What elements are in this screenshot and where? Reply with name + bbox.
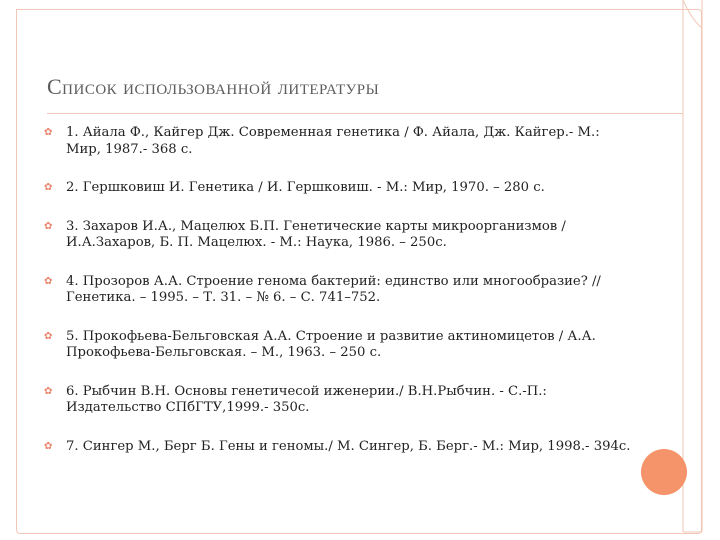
reference-text: 6. Рыбчин В.Н. Основы генетичесой иженерии./ В.Н.Рыбчин. - С.-П.: Издательство СПбГТУ,1999.- 350с. (66, 383, 547, 415)
list-item (44, 219, 634, 252)
bullet-icon: ✿ (44, 127, 53, 138)
reference-text: 7. Сингер М., Берг Б. Гены и геномы./ М. Сингер, Б. Берг.- М.: Мир, 1998.- 394с. (66, 438, 631, 454)
reference-text: 4. Прозоров А.А. Строение генома бактерий: единство или многообразие? // Генетика. – 1995. – Т. 31. – № 6. – С. 741–752. (66, 273, 601, 305)
decorative-circle (641, 449, 687, 495)
bullet-icon: ✿ (44, 440, 53, 452)
list-item (44, 439, 634, 456)
list-item (44, 274, 634, 307)
list-item (44, 384, 634, 417)
list-item (44, 329, 634, 362)
reference-text: 2. Гершковиш И. Генетика / И. Гершковиш. - М.: Мир, 1970. – 280 с. (66, 180, 545, 195)
slide-tab-decoration (682, 0, 703, 540)
page-title: Список использованной литературы (47, 74, 380, 99)
list-item (44, 180, 634, 197)
bullet-icon: ✿ (44, 182, 53, 193)
bullet-icon: ✿ (44, 275, 53, 287)
title-divider (47, 113, 683, 114)
reference-text: 3. Захаров И.А., Мацелюх Б.П. Генетические карты микроорганизмов / И.А.Захаров, Б. П. Мацелюх. - М.: Наука, 1986. – 250с. (66, 218, 566, 250)
list-item (44, 125, 634, 158)
bullet-icon: ✿ (44, 330, 53, 342)
reference-text: 5. Прокофьева-Бельговская А.А. Строение и развитие актиномицетов / А.А. Прокофьева-Бельговская. – М., 1963. – 250 с. (66, 328, 596, 360)
reference-text: 1. Айала Ф., Кайгер Дж. Современная генетика / Ф. Айала, Дж. Кайгер.- М.: Мир, 1987.- 368 с. (66, 125, 600, 157)
bullet-icon: ✿ (44, 385, 53, 397)
bullet-icon: ✿ (44, 220, 53, 232)
reference-list (44, 121, 634, 455)
